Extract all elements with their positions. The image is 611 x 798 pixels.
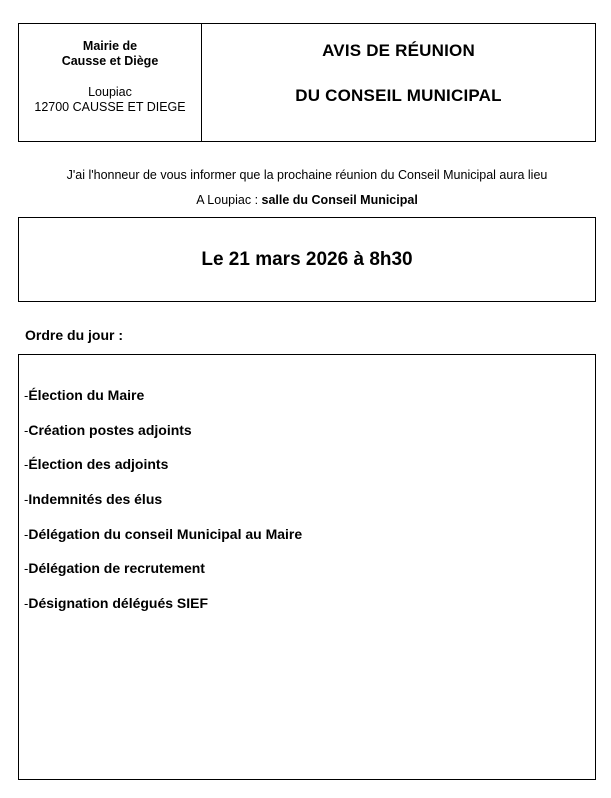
- agenda-item-text: Élection des adjoints: [28, 456, 169, 473]
- agenda-box: [18, 354, 596, 780]
- agenda-dash: -: [24, 526, 29, 542]
- meeting-date-box: [18, 217, 596, 302]
- mairie-name-line2: Causse et Diège: [61, 54, 159, 68]
- agenda-item: [24, 525, 302, 560]
- intro-line2: [18, 193, 596, 207]
- mairie-name-line1: Mairie de: [82, 39, 138, 53]
- agenda-item-text: Délégation du conseil Municipal au Maire: [28, 525, 303, 542]
- agenda-item-text: Indemnités des élus: [28, 491, 163, 508]
- notice-title-line2: DU CONSEIL MUNICIPAL: [295, 86, 502, 105]
- agenda-item: [24, 386, 302, 421]
- agenda-dash: -: [24, 561, 29, 577]
- mairie-block: [19, 24, 202, 141]
- agenda-dash: -: [24, 492, 29, 508]
- agenda-title: Ordre du jour :: [25, 327, 123, 343]
- agenda-item-text: Désignation délégués SIEF: [28, 595, 209, 612]
- intro-location-room: salle du Conseil Municipal: [261, 193, 418, 207]
- agenda-dash: -: [24, 596, 29, 612]
- address-line1: Loupiac: [88, 85, 132, 99]
- meeting-date: Le 21 mars 2026 à 8h30: [201, 248, 413, 270]
- notice-title-block: [202, 24, 595, 141]
- agenda-item: [24, 559, 302, 594]
- agenda-item: [24, 455, 302, 490]
- agenda-item-text: Création postes adjoints: [28, 421, 192, 438]
- header-box: [18, 23, 596, 142]
- agenda-list: [24, 386, 302, 629]
- agenda-item: [24, 594, 302, 629]
- agenda-item-text: Élection du Maire: [28, 387, 145, 403]
- agenda-item: [24, 490, 302, 525]
- intro-line1: J'ai l'honneur de vous informer que la prochaine réunion du Conseil Municipal aura lieu: [66, 168, 548, 182]
- agenda-dash: -: [24, 457, 29, 473]
- address-line2: 12700 CAUSSE ET DIEGE: [34, 100, 186, 114]
- agenda-dash: -: [24, 422, 29, 438]
- agenda-dash: -: [24, 388, 29, 403]
- agenda-item: [24, 421, 302, 456]
- notice-title-line1: AVIS DE RÉUNION: [322, 41, 475, 60]
- agenda-item-text: Délégation de recrutement: [28, 560, 205, 577]
- intro-location-prefix: A Loupiac :: [196, 193, 262, 207]
